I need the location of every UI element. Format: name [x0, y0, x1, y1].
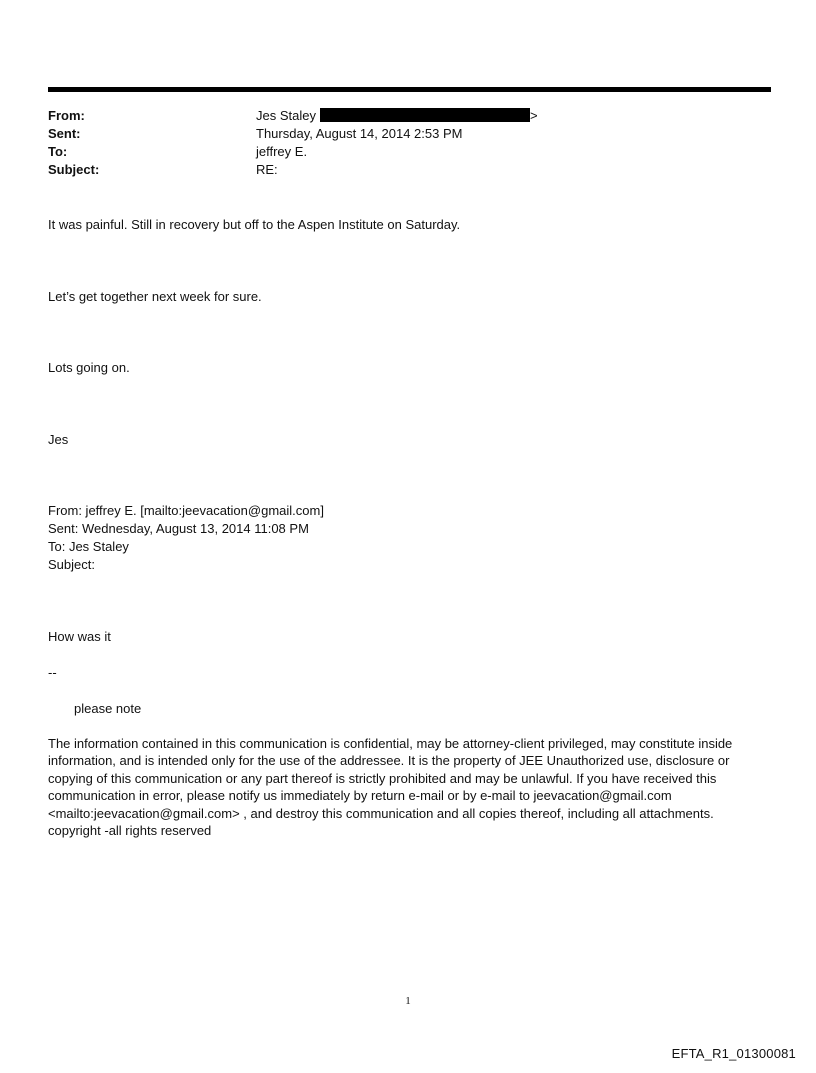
quoted-subject: Subject:	[48, 557, 95, 572]
reply-line-1: It was painful. Still in recovery but off to the Aspen Institute on Saturday.	[48, 217, 461, 232]
subject-label: Subject:	[48, 162, 100, 177]
quoted-sent: Sent: Wednesday, August 13, 2014 11:08 PM	[48, 521, 309, 536]
header-divider	[48, 87, 771, 92]
quoted-header	[48, 502, 324, 574]
redaction-block	[320, 108, 530, 122]
quoted-to: To: Jes Staley	[48, 539, 129, 554]
sent-label: Sent:	[48, 126, 81, 141]
document-id: EFTA_R1_01300081	[671, 1046, 796, 1061]
reply-signature: Jes	[48, 432, 69, 447]
sender-name: Jes Staley	[256, 108, 316, 123]
signature-separator: --	[48, 665, 57, 680]
to-value: jeffrey E.	[256, 144, 308, 159]
from-value	[256, 107, 538, 125]
reply-line-2: Let’s get together next week for sure.	[48, 289, 262, 304]
reply-line-3: Lots going on.	[48, 360, 130, 375]
confidentiality-disclaimer: The information contained in this communication is confidential, may be attorney-client privileged, may constitute inside information, and is intended only for the use of the addressee. It is the property of JEE Unauthorized use, disclosure or copying of this communication or any part thereof is strictly prohibited and may be unlawful. If you have received this communication in error, please notify us immediately by return e-mail or by e-mail to jeevacation@gmail.com <mailto:jeevacation@gmail.com> , and destroy this communication and all copies thereof, including all attachments. copyright -all rights reserved	[48, 736, 733, 839]
please-note: please note	[74, 701, 142, 716]
to-label: To:	[48, 144, 68, 159]
subject-value: RE:	[256, 162, 278, 177]
page-number: 1	[405, 995, 411, 1007]
from-suffix: >	[529, 108, 538, 123]
sent-value: Thursday, August 14, 2014 2:53 PM	[256, 126, 463, 141]
from-label: From:	[48, 108, 85, 123]
quoted-from: From: jeffrey E. [mailto:jeevacation@gmail.com]	[48, 503, 324, 518]
quoted-body: How was it	[48, 629, 111, 644]
